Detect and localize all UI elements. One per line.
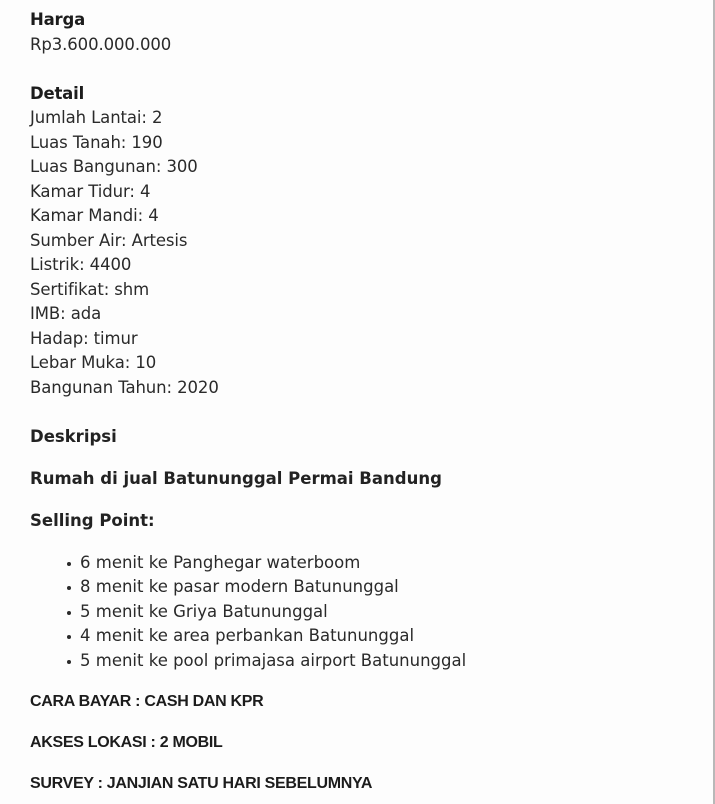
- detail-item-bathrooms: Kamar Mandi: 4: [30, 206, 159, 225]
- spacer: [30, 400, 690, 425]
- detail-item-building-area: Luas Bangunan: 300: [30, 157, 198, 176]
- detail-item-floors: Jumlah Lantai: 2: [30, 108, 163, 127]
- detail-list: [30, 106, 690, 400]
- selling-point-item: 6 menit ke Panghegar waterboom: [67, 551, 690, 576]
- detail-item-facing: Hadap: timur: [30, 328, 138, 348]
- description-label: Deskripsi: [30, 426, 117, 446]
- location-access: AKSES LOKASI : 2 MOBIL: [30, 734, 223, 751]
- detail-item-year-built: Bangunan Tahun: 2020: [30, 377, 219, 397]
- detail-section: [30, 82, 690, 401]
- detail-item-water-source: Sumber Air: Artesis: [30, 230, 188, 250]
- detail-item-imb: IMB: ada: [30, 304, 102, 323]
- price-value: Rp3.600.000.000: [30, 34, 172, 54]
- selling-point-item: 4 menit ke area perbankan Batununggal: [67, 624, 690, 649]
- selling-point-item: 5 menit ke pool primajasa airport Batununggal: [67, 649, 690, 674]
- selling-point-label: Selling Point:: [30, 510, 155, 530]
- detail-item-certificate: Sertifikat: shm: [30, 279, 150, 299]
- survey-info: SURVEY : JANJIAN SATU HARI SEBELUMNYA: [30, 775, 373, 792]
- listing-content: [30, 8, 690, 796]
- detail-item-front-width: Lebar Muka: 10: [30, 353, 157, 372]
- price-section: [30, 8, 690, 57]
- detail-label: Detail: [30, 83, 85, 103]
- selling-point-item: 5 menit ke Griya Batununggal: [67, 600, 690, 625]
- selling-point-list: [30, 551, 690, 674]
- description-title: Rumah di jual Batununggal Permai Bandung: [30, 468, 442, 488]
- selling-point-item: 8 menit ke pasar modern Batununggal: [67, 575, 690, 600]
- detail-item-bedrooms: Kamar Tidur: 4: [30, 181, 151, 201]
- price-label: Harga: [30, 10, 86, 29]
- detail-item-electricity: Listrik: 4400: [30, 255, 132, 274]
- spacer: [30, 57, 690, 82]
- detail-item-land-area: Luas Tanah: 190: [30, 132, 163, 152]
- payment-method: CARA BAYAR : CASH DAN KPR: [30, 693, 264, 710]
- description-section: [30, 425, 690, 797]
